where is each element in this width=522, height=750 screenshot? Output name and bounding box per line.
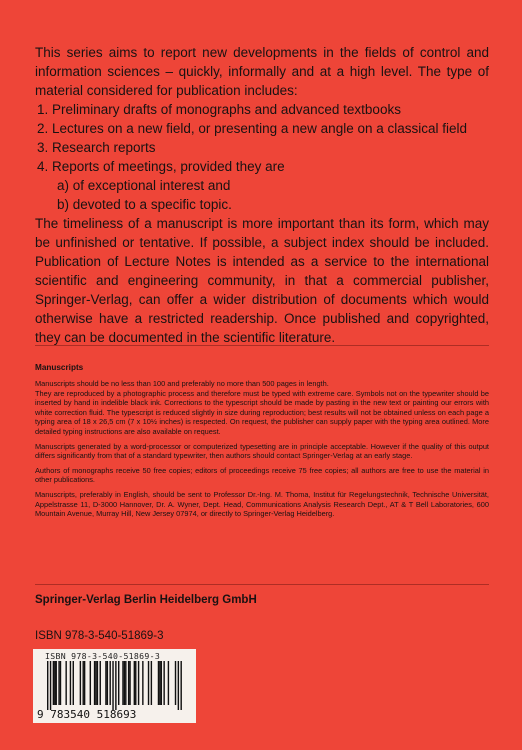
divider (35, 584, 489, 585)
barcode-bar (90, 661, 91, 705)
barcode-bar (105, 661, 106, 705)
barcode-bar (175, 661, 176, 705)
list-item: 1. Preliminary drafts of monographs and advanced textbooks (37, 102, 401, 117)
barcode-bar (124, 661, 125, 705)
barcode-bar (109, 661, 110, 705)
barcode-bar (161, 661, 162, 705)
barcode-isbn-text: ISBN 978-3-540-51869-3 (45, 651, 161, 661)
isbn-label: ISBN 978-3-540-51869-3 (35, 630, 164, 642)
barcode-bar (118, 661, 119, 705)
list-item: 4. Reports of meetings, provided they are (37, 159, 285, 174)
barcode-bar (158, 661, 159, 705)
barcode-bar (128, 661, 129, 705)
barcode-bar (100, 661, 101, 705)
manuscripts-paragraph: Manuscripts generated by a word-processor or computerized typesetting are in principle acceptable. However if the quality of this output differs significantly from that of a standard typewriter, then authors should contact Springer-Verlag at an early stage. (35, 441, 489, 461)
barcode-bar (168, 661, 169, 705)
barcode-bar (159, 661, 160, 705)
sub-list-item: a) of exceptional interest and (57, 178, 231, 193)
barcode-bar (112, 661, 113, 710)
manuscripts-paragraph: Authors of monographs receive 50 free copies; editors of proceedings receive 75 free copies; all authors are free to use the material in other publications. (35, 465, 489, 485)
barcode-bar (65, 661, 66, 705)
manuscripts-paragraph: Manuscripts should be no less than 100 and preferably no more than 500 pages in length. (35, 379, 329, 388)
barcode-bar (115, 661, 116, 710)
manuscripts-paragraph: Manuscripts, preferably in English, should be sent to Professor Dr.-Ing. M. Thoma, Institut für Regelungstechnik, Technische Universität, Appelstrasse 11, D-3000 Hannover, Dr. A. Wyner, Dept. Head, Communications Analysis Research Dept., AT & T Bell Laboratories, 600 Mountain Avenue, Murray Hill, New Jersey 07974, or directly to Springer-Verlag Heidelberg. (35, 489, 489, 519)
barcode-bar (178, 661, 179, 710)
barcode-bar (107, 661, 108, 705)
barcode-bar (50, 661, 51, 710)
barcode-bar (83, 661, 84, 705)
barcode-bar (134, 661, 135, 705)
barcode-bar (58, 661, 59, 705)
barcode-bar (122, 661, 123, 705)
barcode-bar (84, 661, 85, 705)
publisher-name: Springer-Verlag Berlin Heidelberg GmbH (35, 594, 257, 606)
divider (35, 345, 489, 346)
manuscripts-paragraph: They are reproduced by a photographic process and therefore must be typed with extreme care. Symbols not on the typewriter should be inserted by hand in indelible black ink. Corrections to the typescript should be made by pasting in the new text or painting our errors with white correction fluid. The typescript is reduced slightly in size during reproduction; best results will not be obtained unless on each page a typing area of 18 x 26,5 cm (7 x 10½ inches) is respected. On request, the publisher can supply paper with the typing area outlined. More detailed typing instructions are also available on request. (35, 388, 489, 436)
barcode-bar (60, 661, 61, 705)
barcode-bar (70, 661, 71, 705)
barcode-bar (148, 661, 149, 705)
barcode-bar (80, 661, 81, 705)
barcode (33, 649, 196, 723)
intro-paragraph: This series aims to report new developments in the fields of control and information sciences – quickly, informally and at a high level. The type of material considered for publication includes: (35, 45, 489, 98)
barcode-bars-icon (47, 661, 192, 713)
barcode-bar (95, 661, 96, 705)
list-item: 3. Research reports (37, 140, 156, 155)
barcode-bar (54, 661, 55, 705)
barcode-bar (53, 661, 54, 705)
barcode-bar (138, 661, 139, 705)
barcode-bar (135, 661, 136, 705)
list-item: 2. Lectures on a new field, or presenting a new angle on a classical field (37, 121, 468, 136)
barcode-bar (97, 661, 98, 705)
barcode-bar (73, 661, 74, 705)
sub-list-item: b) devoted to a specific topic. (57, 197, 232, 212)
barcode-bar (125, 661, 126, 705)
barcode-digits: 9 783540 518693 (37, 708, 137, 721)
barcode-bar (56, 661, 57, 705)
barcode-bar (180, 661, 181, 710)
barcode-bar (94, 661, 95, 705)
barcode-bar (151, 661, 152, 705)
barcode-bar (163, 661, 164, 705)
barcode-bar (129, 661, 130, 705)
closing-paragraph: The timeliness of a manuscript is more important than its form, which may be unfinished or tentative. If possible, a subject index should be included. Publication of Lecture Notes is intended as a service to the international scientific and engineering community, in that a commercial publisher, Springer-Verlag, can offer a wider distribution of documents which would otherwise have a restricted readership. Once published and copyrighted, they can be documented in the scientific literature. (35, 216, 489, 345)
barcode-bar (47, 661, 48, 710)
manuscripts-section (35, 363, 489, 524)
series-description (35, 43, 489, 347)
manuscripts-heading: Manuscripts (35, 363, 84, 372)
barcode-bar (142, 661, 143, 705)
